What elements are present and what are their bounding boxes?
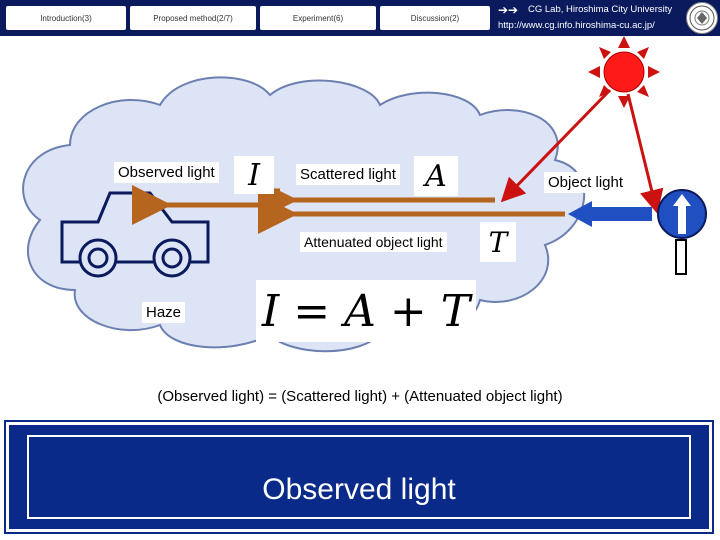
- attenuated-symbol: T: [480, 222, 516, 262]
- scattered-symbol: A: [414, 156, 458, 196]
- double-arrow-icon: ➔➔: [498, 3, 519, 17]
- bottom-panel: [6, 422, 712, 532]
- sun-icon: [588, 36, 660, 108]
- haze-label: Haze: [142, 302, 185, 323]
- bottom-panel-text: Observed light: [262, 473, 456, 506]
- scattered-light-label: Scattered light: [296, 164, 400, 185]
- nav-tab-discussion[interactable]: Discussion(2): [380, 6, 490, 30]
- observed-symbol: I: [234, 156, 274, 194]
- road-sign-object: [658, 190, 706, 274]
- attenuated-light-label: Attenuated object light: [300, 232, 447, 252]
- equation-caption: (Observed light) = (Scattered light) + (Attenuated object light): [157, 388, 563, 405]
- bottom-panel-frame: [27, 435, 691, 519]
- lab-name: CG Lab, Hiroshima City University: [528, 4, 673, 15]
- lab-url[interactable]: http://www.cg.info.hiroshima-cu.ac.jp/: [498, 20, 655, 31]
- equation: I = A + T: [256, 280, 476, 342]
- sunlight-to-object-ray: [628, 94, 656, 208]
- nav-tab-experiment[interactable]: Experiment(6): [260, 6, 376, 30]
- observed-light-label: Observed light: [114, 162, 219, 183]
- nav-tab-proposed-method[interactable]: Proposed method(2/7): [130, 6, 256, 30]
- nav-tab-introduction[interactable]: Introduction(3): [6, 6, 126, 30]
- object-light-label: Object light: [544, 172, 627, 193]
